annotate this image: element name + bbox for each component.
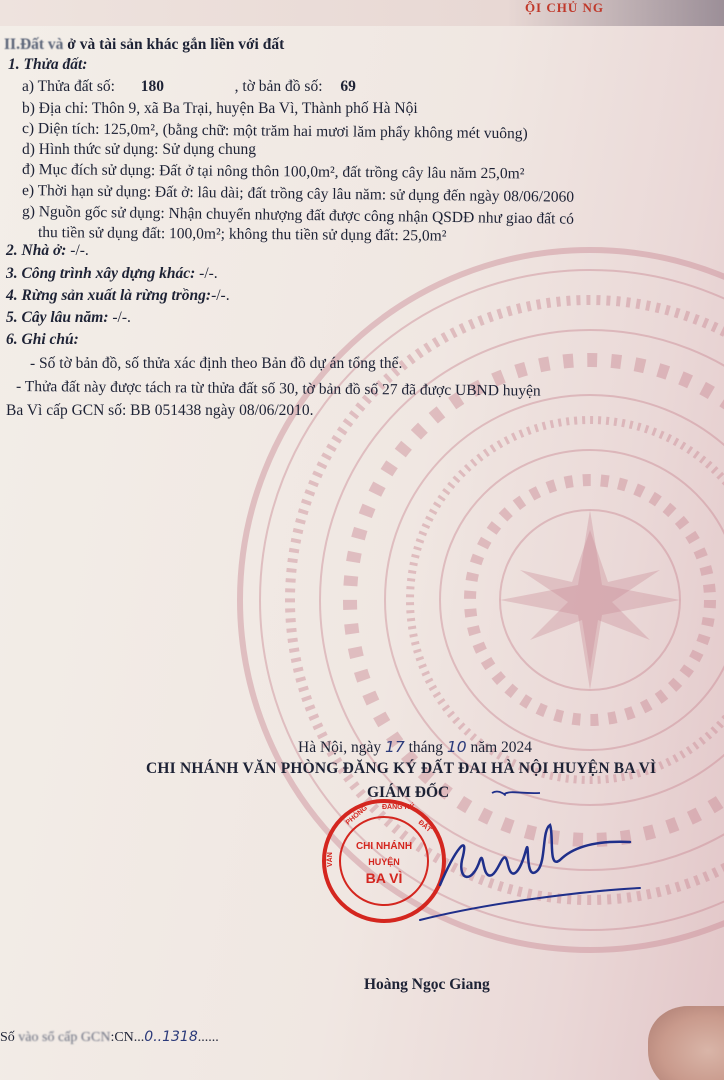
place-date bbox=[298, 738, 532, 757]
register-suffix: :CN... bbox=[110, 1030, 145, 1045]
top-motto-fragment: ỘI CHỦ NG bbox=[524, 0, 604, 15]
house-value: -/-. bbox=[66, 242, 89, 259]
place-date-prefix: Hà Nội, ngày bbox=[298, 739, 385, 756]
usage-form-line: d) Hình thức sử dụng: Sử dụng chung bbox=[22, 141, 257, 158]
usage-purpose-line: đ) Mục đích sử dụng: Đất ở tại nông thôn 100,0m², đất trồng cây lâu năm 25,0m² bbox=[21, 161, 525, 183]
origin-line-2: thu tiền sử dụng đất: 100,0m²; không thu tiền sử dụng đất: 25,0m² bbox=[37, 224, 447, 245]
construction-value: -/-. bbox=[195, 265, 218, 282]
origin-line-1: g) Nguồn gốc sử dụng: Nhận chuyển nhượng đất được công nhận QSDĐ như giao đất có bbox=[21, 203, 575, 228]
svg-text:VĂN: VĂN bbox=[327, 852, 334, 867]
notes-label: 6. Ghi chú: bbox=[6, 331, 79, 348]
svg-text:HUYỆN: HUYỆN bbox=[368, 857, 400, 867]
signer-title: GIÁM ĐỐC bbox=[367, 784, 450, 801]
svg-text:BA VÌ: BA VÌ bbox=[365, 870, 403, 886]
parcel-number-row bbox=[22, 78, 356, 96]
month-label: tháng bbox=[404, 739, 447, 756]
finger-holding-page bbox=[648, 1006, 724, 1080]
signer-name: Hoàng Ngọc Giang bbox=[364, 976, 490, 993]
section-heading-text: ở và tài sản khác gắn liền với đất bbox=[63, 36, 285, 53]
construction-row bbox=[6, 265, 218, 283]
forest-value: -/-. bbox=[211, 287, 230, 304]
perennial-row bbox=[6, 309, 131, 327]
map-sheet-value: 69 bbox=[340, 78, 356, 95]
note-2-line-1: - Thửa đất này được tách ra từ thửa đất số 30, tờ bản đồ số 27 đã được UBND huyện bbox=[15, 378, 541, 400]
forest-label: 4. Rừng sản xuất là rừng trồng: bbox=[6, 287, 212, 304]
section-heading-obscured: II.Đất và bbox=[4, 36, 64, 53]
forest-row bbox=[6, 287, 230, 305]
construction-label: 3. Công trình xây dựng khác: bbox=[6, 265, 196, 282]
address-line: b) Địa chỉ: Thôn 9, xã Ba Trại, huyện Ba Vì, Thành phố Hà Nội bbox=[22, 100, 418, 117]
parcel-heading: 1. Thửa đất: bbox=[8, 56, 88, 73]
svg-text:CHI NHÁNH: CHI NHÁNH bbox=[355, 841, 413, 852]
parcel-number-value: 180 bbox=[140, 78, 165, 95]
house-label: 2. Nhà ở: bbox=[6, 242, 67, 259]
issuing-office: CHI NHÁNH VĂN PHÒNG ĐĂNG KÝ ĐẤT ĐAI HÀ NỘI HUYỆN BA VÌ bbox=[146, 760, 657, 777]
signature bbox=[400, 790, 720, 950]
register-number-handwritten: 0..1318 bbox=[144, 1029, 198, 1045]
map-sheet-label: , tờ bản đồ số: bbox=[234, 78, 323, 95]
register-prefix: Số bbox=[0, 1030, 19, 1045]
house-row bbox=[6, 242, 89, 260]
register-number bbox=[0, 1029, 219, 1046]
perennial-value: -/-. bbox=[108, 309, 131, 326]
parcel-number-label: a) Thửa đất số: bbox=[22, 78, 115, 95]
usage-term-line: e) Thời hạn sử dụng: Đất ở: lâu dài; đất trồng cây lâu năm: sử dụng đến ngày 08/06/2060 bbox=[21, 182, 575, 206]
register-dots: ...... bbox=[197, 1030, 219, 1045]
svg-text:ĐẤT: ĐẤT bbox=[416, 819, 433, 834]
svg-text:ĐĂNG KÝ: ĐĂNG KÝ bbox=[382, 804, 415, 811]
svg-text:PHÒNG: PHÒNG bbox=[344, 804, 369, 827]
perennial-label: 5. Cây lâu năm: bbox=[6, 309, 109, 326]
note-1: - Số tờ bản đồ, số thửa xác định theo Bản đồ dự án tổng thể. bbox=[30, 355, 403, 372]
month-handwritten: 10 bbox=[446, 738, 467, 756]
section-heading bbox=[4, 36, 284, 54]
note-2-line-2: Ba Vì cấp GCN số: BB 051438 ngày 08/06/2010. bbox=[6, 402, 314, 419]
year-label: năm 2024 bbox=[466, 739, 533, 756]
register-obscured: vào sổ cấp GCN bbox=[18, 1030, 111, 1045]
area-line: c) Diện tích: 125,0m², (bằng chữ: một trăm hai mươi lăm phẩy không mét vuông) bbox=[21, 120, 528, 143]
day-handwritten: 17 bbox=[384, 738, 405, 756]
